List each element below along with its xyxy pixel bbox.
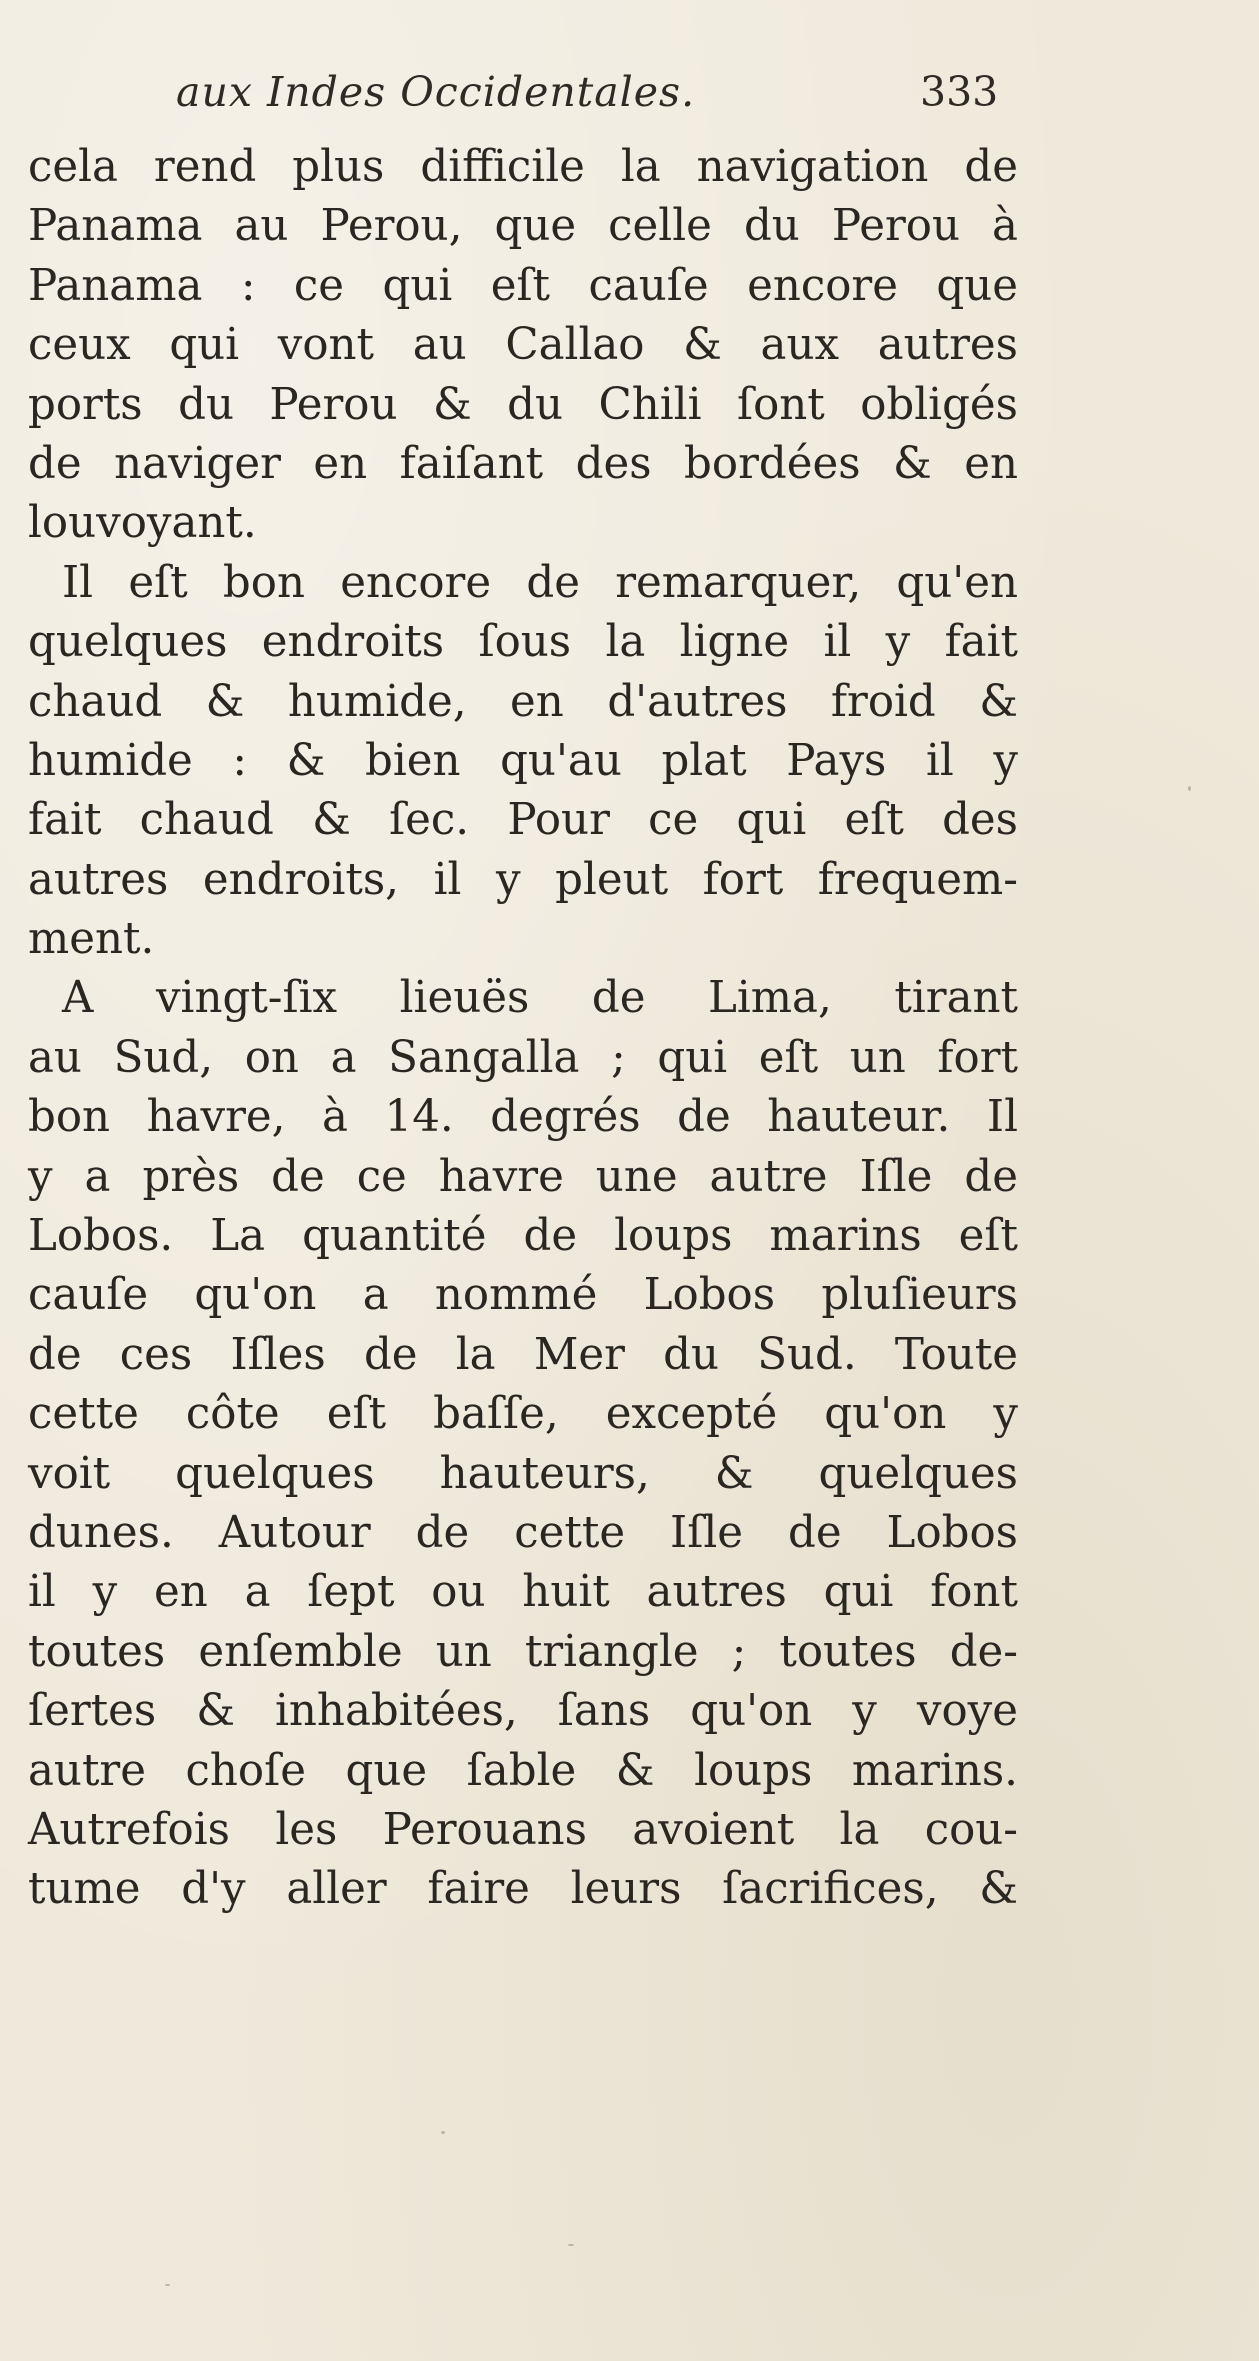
text-line: Panama : ce qui eſt cauſe encore que	[28, 260, 1018, 311]
paper-speck	[165, 2284, 170, 2286]
body-text	[28, 138, 1018, 1920]
text-line: chaud & humide, en d'autres froid &	[28, 676, 1018, 727]
running-head	[0, 68, 1259, 138]
text-line: quelques endroits ſous la ligne il y fait	[28, 617, 1018, 668]
text-line: toutes enſemble un triangle ; toutes de-	[28, 1626, 1018, 1677]
text-line: ceux qui vont au Callao & aux autres	[28, 320, 1018, 371]
paper-speck	[441, 2131, 445, 2134]
text-line: ment.	[28, 914, 155, 965]
text-line: de ces Iſles de la Mer du Sud. Toute	[28, 1329, 1018, 1380]
text-line: ſertes & inhabitées, ſans qu'on y voye	[28, 1686, 1018, 1737]
text-line: de naviger en faiſant des bordées & en	[28, 438, 1018, 489]
text-line: Lobos. La quantité de loups marins eſt	[28, 1211, 1018, 1262]
text-line: cela rend plus difficile la navigation de	[28, 142, 1018, 192]
text-line: tume d'y aller faire leurs ſacrifices, &	[28, 1864, 1018, 1915]
text-line: autres endroits, il y pleut fort frequem-	[28, 854, 1018, 905]
paper-speck	[1188, 786, 1191, 791]
running-head-title: aux Indes Occidentales.	[176, 68, 696, 116]
text-line: bon havre, à 14. degrés de hauteur. Il	[28, 1092, 1018, 1143]
text-line: voit quelques hauteurs, & quelques	[28, 1448, 1018, 1499]
text-line: Il eſt bon encore de remarquer, qu'en	[62, 557, 1018, 608]
text-line: humide : & bien qu'au plat Pays il y	[28, 735, 1018, 786]
text-line: dunes. Autour de cette Iſle de Lobos	[28, 1507, 1018, 1558]
text-line: autre choſe que ſable & loups marins.	[28, 1745, 1018, 1796]
text-line: ports du Perou & du Chili ſont obligés	[28, 379, 1018, 430]
text-line: Autrefois les Perouans avoient la cou-	[28, 1804, 1018, 1855]
text-line: y a près de ce havre une autre Iſle de	[28, 1151, 1018, 1202]
paper-speck	[568, 2244, 574, 2246]
text-line: Panama au Perou, que celle du Perou à	[28, 201, 1018, 252]
page-number: 333	[920, 68, 999, 116]
text-line: fait chaud & ſec. Pour ce qui eſt des	[28, 795, 1018, 846]
text-line: louvoyant.	[28, 498, 257, 549]
text-line: au Sud, on a Sangalla ; qui eſt un fort	[28, 1032, 1018, 1083]
text-line: cauſe qu'on a nommé Lobos pluſieurs	[28, 1270, 1018, 1321]
text-line: il y en a ſept ou huit autres qui font	[28, 1567, 1018, 1618]
text-line: cette côte eſt baſſe, excepté qu'on y	[28, 1389, 1018, 1440]
text-line: A vingt-ſix lieuës de Lima, tirant	[62, 973, 1018, 1024]
